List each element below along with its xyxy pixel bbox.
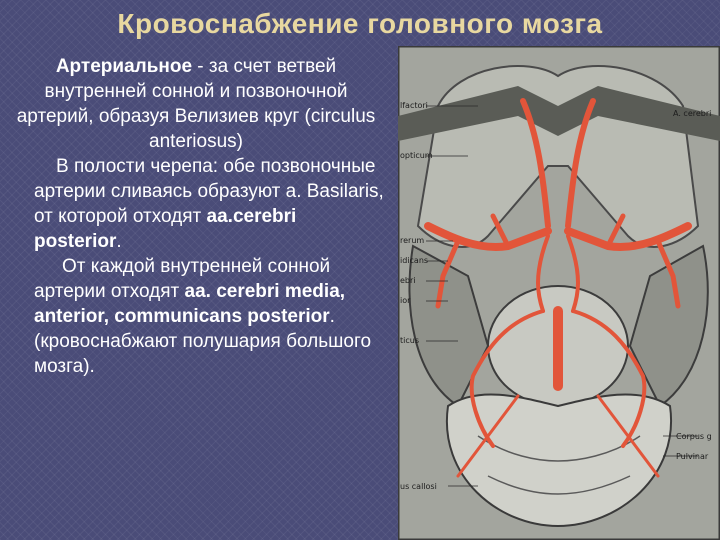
label-ior: ior	[400, 296, 411, 305]
paragraph3-tail: . (кровоснабжают полушария большого мозга).	[34, 306, 372, 377]
slide-title: Кровоснабжение головного мозга	[117, 8, 603, 39]
paragraph-basilaris	[6, 154, 386, 254]
label-ebri: ebri	[400, 276, 416, 285]
paragraph3-bold: aa. cerebri media, anterior, communicans posterior	[34, 281, 346, 327]
paragraph-lead: Артериальное	[55, 56, 193, 77]
label-corpus-g: Corpus g	[676, 432, 712, 441]
paragraph3-text: От каждой внутренней сонной артерии отходят	[34, 256, 331, 302]
paragraph-arterial	[6, 54, 386, 154]
anatomy-drawing	[398, 46, 720, 540]
paragraph-rest: - за счет ветвей внутренней сонной и позвоночной артерий, образуя Велизиев круг (circulus anteriosus)	[16, 56, 376, 152]
label-ticus: ticus	[400, 336, 419, 345]
slide-body	[6, 54, 386, 379]
label-olfactori: lfactori	[400, 101, 428, 110]
brain-blood-supply-illustration	[398, 46, 720, 540]
label-corpus-callosi: us callosi	[400, 482, 437, 491]
label-opticum: opticum	[400, 151, 433, 160]
label-idicans: idicans	[400, 256, 429, 265]
label-a-cerebri: A. cerebri	[673, 109, 712, 118]
paragraph2-tail: .	[116, 231, 122, 252]
paragraph2-bold: aa.cerebri posterior	[34, 206, 297, 252]
label-pulvinar: Pulvinar	[676, 452, 709, 461]
label-rerum: rerum	[400, 236, 425, 245]
paragraph-internal-carotid	[6, 254, 386, 379]
paragraph2-text: В полости черепа: обе позвоночные артерии сливаясь образуют a. Basilaris, от которой отходят	[34, 156, 384, 227]
